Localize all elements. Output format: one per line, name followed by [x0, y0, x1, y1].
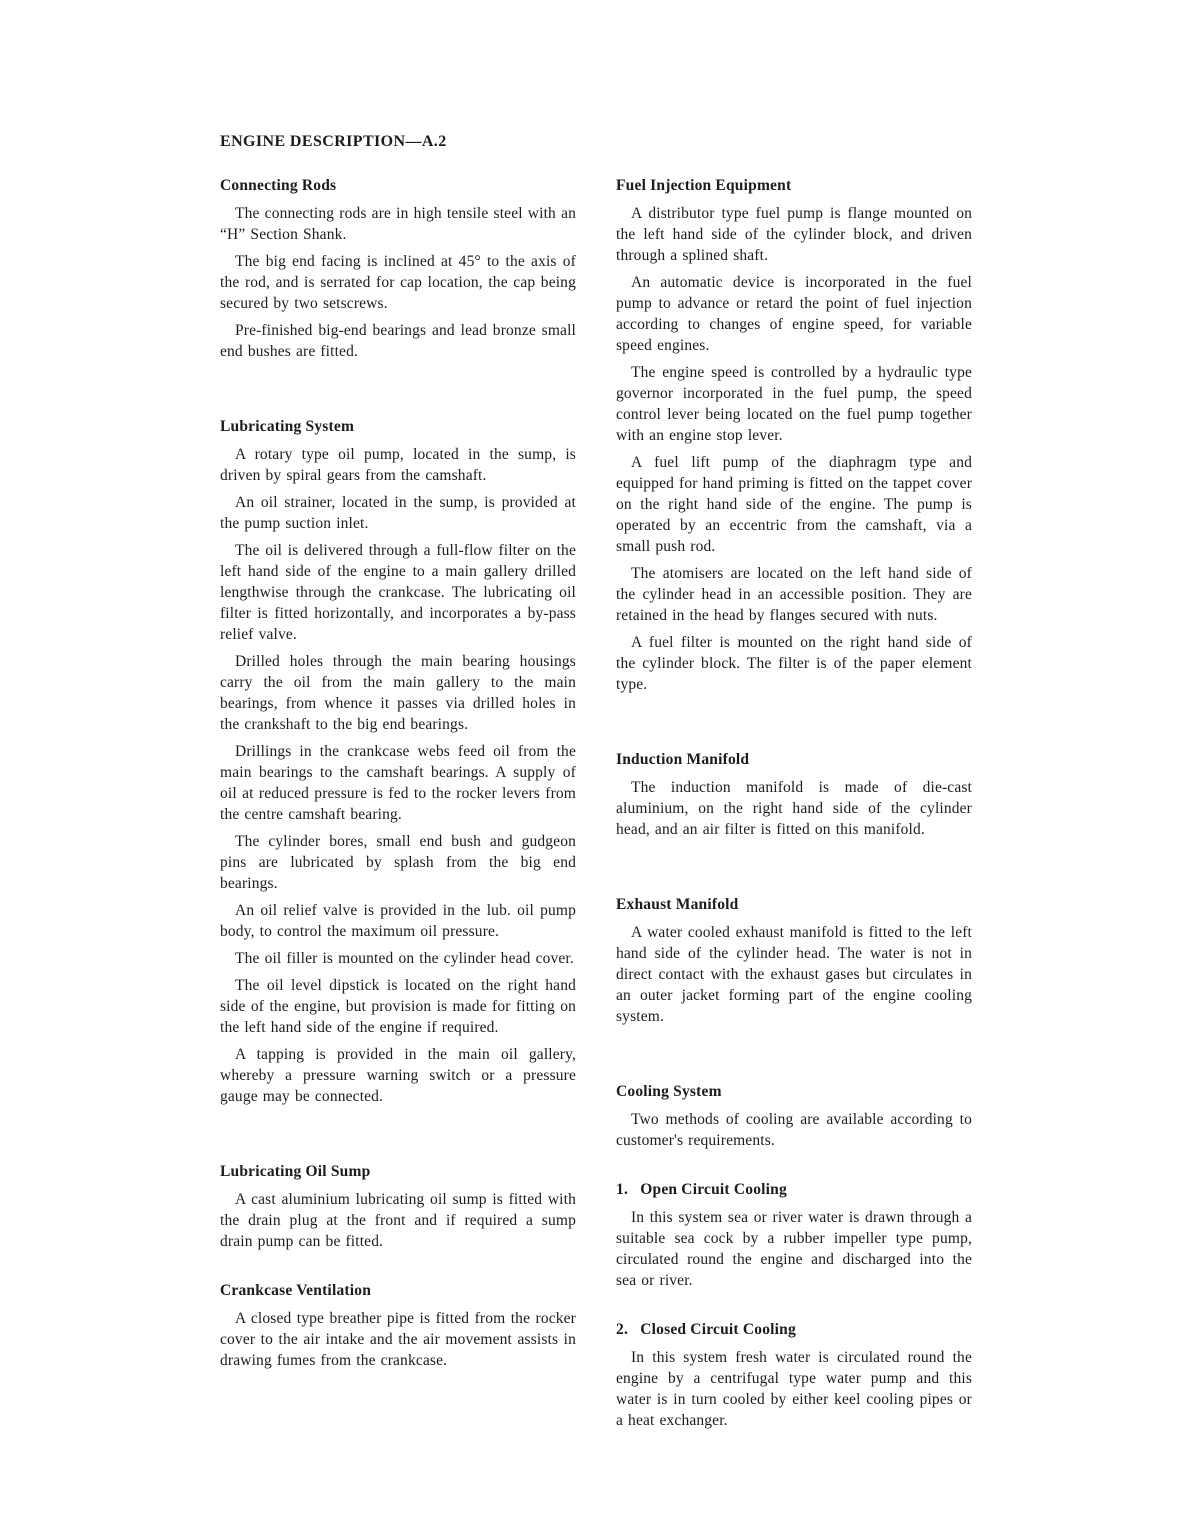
paragraph: A cast aluminium lubricating oil sump is fitted with the drain plug at the front and if required a sump drain pump can be fitted. — [220, 1191, 576, 1250]
section-heading: 2. Closed Circuit Cooling — [616, 1321, 796, 1338]
paragraph: A water cooled exhaust manifold is fitted to the left hand side of the cylinder head. The water is not in direct contact with the exhaust gases but circulates in an outer jacket forming part of the engine cooling system. — [616, 924, 972, 1025]
paragraph: The atomisers are located on the left hand side of the cylinder head in an accessible position. They are retained in the head by flanges secured with nuts. — [616, 565, 972, 624]
section-exhaust-manifold — [616, 896, 972, 1027]
section-1-open-circuit-cooling — [616, 1181, 972, 1291]
section-2-closed-circuit-cooling — [616, 1321, 972, 1431]
section-lubricating-oil-sump — [220, 1163, 576, 1252]
section-crankcase-ventilation — [220, 1282, 576, 1371]
section-heading: Fuel Injection Equipment — [616, 177, 792, 194]
paragraph: The connecting rods are in high tensile steel with an “H” Section Shank. — [220, 205, 576, 243]
section-heading: Cooling System — [616, 1083, 722, 1100]
paragraph: Drillings in the crankcase webs feed oil from the main bearings to the camshaft bearings. A supply of oil at reduced pressure is fed to the rocker levers from the centre camshaft bearing. — [220, 743, 576, 823]
section-induction-manifold — [616, 751, 972, 840]
paragraph: The engine speed is controlled by a hydraulic type governor incorporated in the fuel pump, the speed control lever being located on the fuel pump together with an engine stop lever. — [616, 364, 972, 444]
page-title: ENGINE DESCRIPTION—A.2 — [220, 133, 447, 150]
paragraph: An oil strainer, located in the sump, is provided at the pump suction inlet. — [220, 494, 576, 532]
section-connecting-rods — [220, 177, 576, 362]
paragraph: A tapping is provided in the main oil gallery, whereby a pressure warning switch or a pressure gauge may be connected. — [220, 1046, 576, 1105]
paragraph: In this system sea or river water is drawn through a suitable sea cock by a rubber impeller type pump, circulated round the engine and discharged into the sea or river. — [616, 1209, 972, 1289]
paragraph: An oil relief valve is provided in the lub. oil pump body, to control the maximum oil pressure. — [220, 902, 576, 940]
two-column-layout — [220, 177, 972, 1431]
column-right — [616, 177, 972, 1431]
section-heading: Crankcase Ventilation — [220, 1282, 372, 1299]
paragraph: A closed type breather pipe is fitted from the rocker cover to the air intake and the air movement assists in drawing fumes from the crankcase. — [220, 1310, 576, 1369]
paragraph: The oil is delivered through a full-flow filter on the left hand side of the engine to a main gallery drilled lengthwise through the crankcase. The lubricating oil filter is fitted horizontally, and incorporates a by-pass relief valve. — [220, 542, 576, 643]
section-heading: Connecting Rods — [220, 177, 337, 194]
paragraph: The big end facing is inclined at 45° to the axis of the rod, and is serrated for cap location, the cap being secured by two setscrews. — [220, 253, 576, 312]
section-cooling-system — [616, 1083, 972, 1151]
page-content — [220, 133, 972, 1431]
paragraph: A fuel lift pump of the diaphragm type and equipped for hand priming is fitted on the tappet cover on the right hand side of the engine. The pump is operated by an eccentric from the camshaft, via a small push rod. — [616, 454, 973, 555]
paragraph: Pre-finished big-end bearings and lead bronze small end bushes are fitted. — [220, 322, 576, 360]
paragraph: The cylinder bores, small end bush and gudgeon pins are lubricated by splash from the big end bearings. — [220, 833, 576, 892]
section-heading: Induction Manifold — [616, 751, 750, 768]
section-lubricating-system — [220, 418, 576, 1107]
section-heading: Exhaust Manifold — [616, 896, 739, 913]
paragraph: Two methods of cooling are available according to customer's requirements. — [616, 1111, 972, 1149]
paragraph: The oil level dipstick is located on the right hand side of the engine, but provision is made for fitting on the left hand side of the engine if required. — [220, 977, 576, 1036]
section-fuel-injection-equipment — [616, 177, 972, 695]
paragraph: In this system fresh water is circulated round the engine by a centrifugal type water pump and this water is in turn cooled by either keel cooling pipes or a heat exchanger. — [616, 1349, 972, 1429]
paragraph: A fuel filter is mounted on the right hand side of the cylinder block. The filter is of the paper element type. — [616, 634, 972, 693]
paragraph: The induction manifold is made of die-cast aluminium, on the right hand side of the cylinder head, and an air filter is fitted on this manifold. — [616, 779, 972, 838]
paragraph: The oil filler is mounted on the cylinder head cover. — [235, 950, 574, 967]
section-heading: Lubricating System — [220, 418, 355, 435]
section-heading: Lubricating Oil Sump — [220, 1163, 371, 1180]
paragraph: An automatic device is incorporated in the fuel pump to advance or retard the point of fuel injection according to changes of engine speed, for variable speed engines. — [616, 274, 972, 354]
section-heading: 1. Open Circuit Cooling — [616, 1181, 787, 1198]
paragraph: A distributor type fuel pump is flange mounted on the left hand side of the cylinder block, and driven through a splined shaft. — [616, 205, 972, 264]
paragraph: A rotary type oil pump, located in the sump, is driven by spiral gears from the camshaft. — [220, 446, 576, 484]
paragraph: Drilled holes through the main bearing housings carry the oil from the main gallery to the main bearings, from whence it passes via drilled holes in the crankshaft to the big end bearings. — [220, 653, 576, 733]
column-left — [220, 177, 576, 1371]
